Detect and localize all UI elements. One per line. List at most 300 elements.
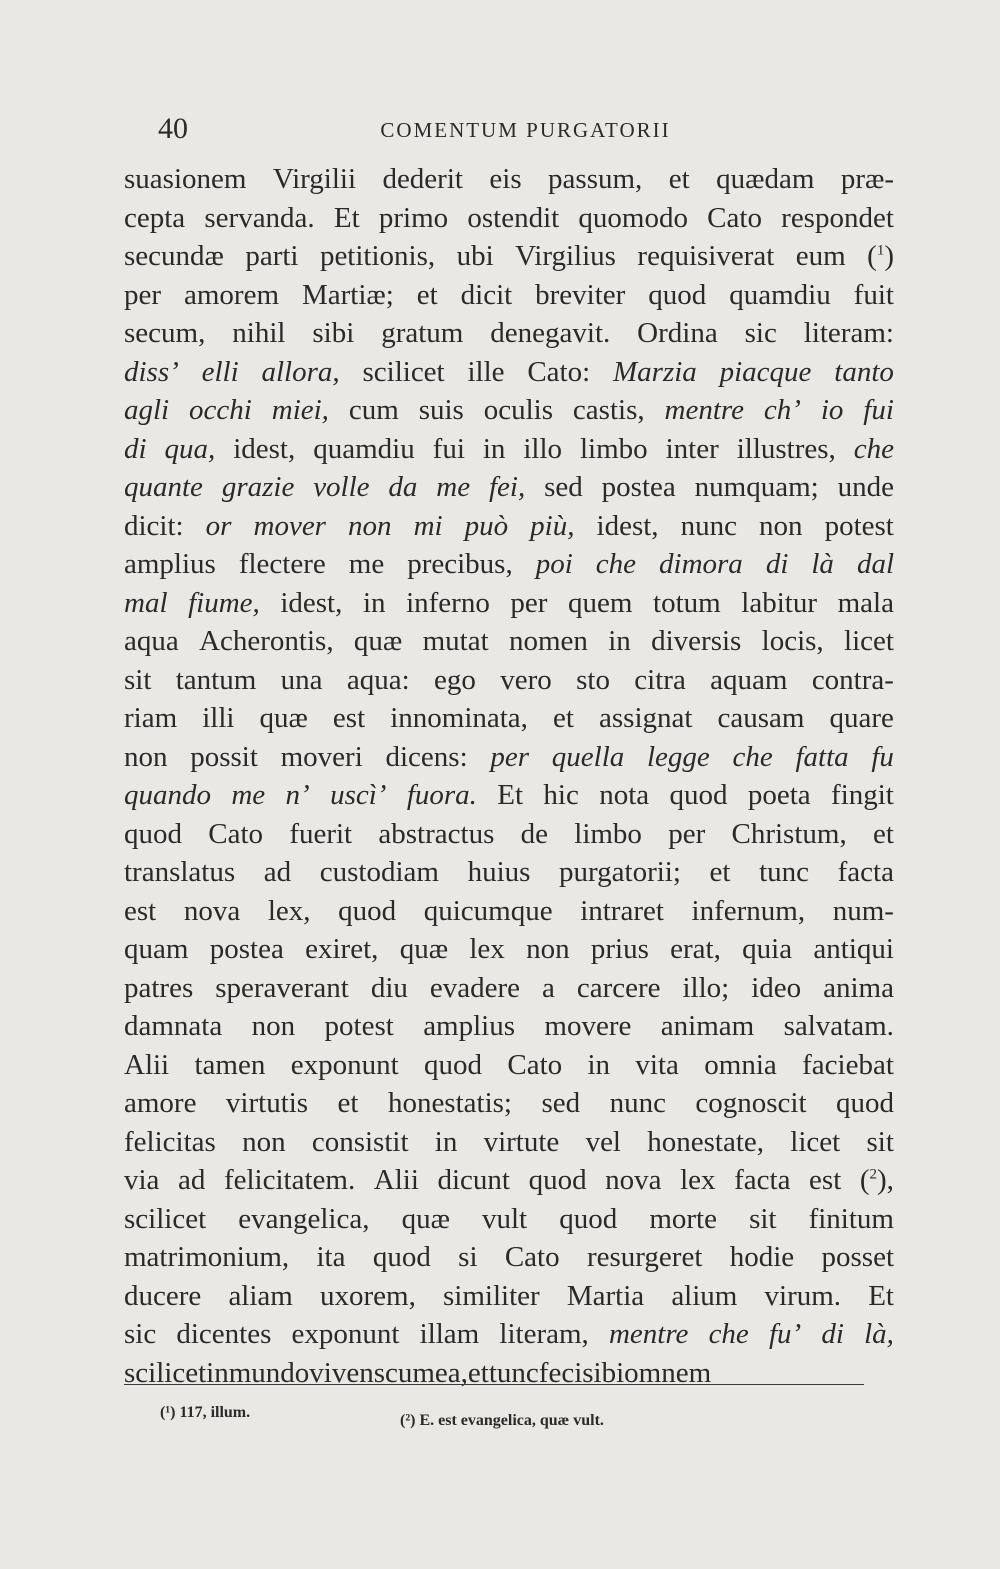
word: movere xyxy=(544,1010,632,1042)
word: aquam xyxy=(710,663,788,696)
word: moveri xyxy=(280,740,363,773)
word: ($^1$) xyxy=(867,240,894,272)
text-line xyxy=(124,1123,894,1162)
word: lex xyxy=(469,933,505,965)
word: non xyxy=(242,1125,286,1158)
word: et xyxy=(467,1356,489,1389)
text-line xyxy=(124,1007,894,1046)
word: cum xyxy=(384,1356,435,1389)
word: nova xyxy=(183,894,241,927)
word: scilicet xyxy=(362,355,445,388)
italic-word: me xyxy=(231,779,266,811)
word: sit xyxy=(866,1125,894,1158)
word: dicunt xyxy=(437,1164,510,1196)
word: tunc xyxy=(759,856,809,888)
word: intraret xyxy=(580,894,664,927)
word: si xyxy=(458,1241,478,1273)
word: hodie xyxy=(729,1241,795,1273)
word: ea, xyxy=(434,1356,468,1389)
italic-word: fui xyxy=(863,394,894,426)
word: facta xyxy=(837,856,894,888)
word: castis, xyxy=(572,394,645,426)
word: secum, xyxy=(124,317,206,349)
word: Et xyxy=(868,1279,894,1312)
word: in xyxy=(482,432,506,465)
word: quod xyxy=(669,779,728,811)
word: virtutis xyxy=(225,1087,309,1119)
word: non xyxy=(251,1010,296,1042)
word: hic xyxy=(543,779,579,811)
word: posset xyxy=(821,1241,894,1273)
word: amplius xyxy=(124,548,216,580)
word: evadere xyxy=(429,971,521,1004)
word: damnata xyxy=(124,1010,223,1042)
italic-word: che xyxy=(708,1318,749,1350)
word: cum xyxy=(348,394,399,426)
word: illi xyxy=(202,702,235,734)
word: sit xyxy=(749,1202,777,1235)
word: quam xyxy=(124,933,189,965)
word: in xyxy=(206,1356,229,1389)
word: ducere xyxy=(124,1279,202,1312)
text-line xyxy=(124,545,894,584)
word: vult xyxy=(482,1202,528,1235)
italic-word: che xyxy=(853,432,894,465)
word: limbo xyxy=(579,432,648,465)
word: non xyxy=(526,933,570,965)
running-title: COMENTUM PURGATORII xyxy=(380,118,671,142)
word: potest xyxy=(824,509,894,542)
word: fuerit xyxy=(289,817,353,850)
word: sed xyxy=(544,471,583,503)
word: citra xyxy=(634,663,686,696)
italic-word: dal xyxy=(856,548,894,580)
word: requisiverat xyxy=(637,240,775,272)
word: per xyxy=(668,817,706,850)
word: assignat xyxy=(599,702,693,734)
word: nomen xyxy=(508,625,588,657)
word: in xyxy=(434,1125,458,1158)
word: ille xyxy=(467,355,505,388)
word: sto xyxy=(576,663,610,696)
running-head xyxy=(158,112,893,152)
word: est xyxy=(809,1164,842,1196)
word: innominata, xyxy=(390,702,528,734)
text-line xyxy=(124,1161,894,1200)
text-line xyxy=(124,199,894,238)
word: non xyxy=(759,509,803,542)
word: amplius xyxy=(423,1010,516,1042)
italic-word: qua, xyxy=(164,432,216,465)
text-line xyxy=(124,853,894,892)
word: felicitas xyxy=(124,1125,216,1158)
word: quod xyxy=(648,278,707,311)
italic-word: mentre xyxy=(608,1318,689,1350)
text-line xyxy=(124,1046,894,1085)
italic-word: là, xyxy=(864,1318,894,1350)
italic-word: di xyxy=(765,548,789,580)
word: ad xyxy=(178,1164,206,1196)
italic-word: può xyxy=(464,509,509,542)
word: mundo xyxy=(228,1356,310,1389)
italic-word: agli xyxy=(124,394,170,426)
italic-word: non xyxy=(348,509,392,542)
italic-word: occhi xyxy=(189,394,252,426)
word: omnia xyxy=(704,1048,777,1081)
word: in xyxy=(362,586,386,619)
word: illo xyxy=(523,432,563,465)
word: tunc xyxy=(488,1356,539,1389)
word: quicumque xyxy=(423,894,553,927)
word: inferno xyxy=(406,586,490,619)
word: dicens: xyxy=(385,740,468,773)
text-line xyxy=(124,430,894,469)
word: num- xyxy=(832,894,894,927)
italic-word: elli xyxy=(201,355,239,388)
word: illam xyxy=(419,1318,480,1350)
footnotes xyxy=(160,1404,780,1434)
word: breviter xyxy=(535,278,626,311)
word: petitionis, xyxy=(319,240,436,272)
word: ad xyxy=(263,856,292,888)
text-line xyxy=(124,468,894,507)
word: et xyxy=(416,278,438,311)
word: unde xyxy=(837,471,894,503)
word: possit xyxy=(190,740,258,773)
word: matrimonium, xyxy=(124,1241,290,1273)
word: quod xyxy=(528,1164,587,1196)
italic-word: Marzia xyxy=(613,355,697,388)
word: fui xyxy=(432,432,465,465)
word: illo; xyxy=(682,971,730,1004)
text-line xyxy=(124,661,894,700)
italic-word: grazie xyxy=(221,471,295,503)
text-line xyxy=(124,353,894,392)
word: Virgilii xyxy=(272,163,356,195)
word: quare xyxy=(829,702,894,734)
word: dicit xyxy=(460,278,513,311)
word: nova xyxy=(605,1164,662,1196)
italic-word: diss’ xyxy=(124,355,179,388)
text-line xyxy=(124,160,894,199)
italic-word: me xyxy=(436,471,471,503)
italic-word: là xyxy=(811,548,834,580)
word: Cato: xyxy=(527,355,591,388)
text-line xyxy=(124,1084,894,1123)
word: consistit xyxy=(311,1125,409,1158)
word: locis, xyxy=(761,625,824,657)
text-line xyxy=(124,1354,894,1393)
footnote-2: (²) E. est evangelica, quæ vult. xyxy=(400,1412,604,1429)
word: literam: xyxy=(803,317,894,349)
text-line xyxy=(124,391,894,430)
text-line xyxy=(124,1200,894,1239)
italic-word: mi xyxy=(413,509,443,542)
italic-word: allora, xyxy=(261,355,340,388)
word: Acherontis, xyxy=(199,625,334,657)
text-line xyxy=(124,738,894,777)
word: vel xyxy=(585,1125,621,1158)
italic-word: che xyxy=(732,740,773,773)
word: mutat xyxy=(422,625,489,657)
text-line xyxy=(124,622,894,661)
word: salvatam. xyxy=(783,1010,894,1042)
word: alium xyxy=(671,1279,738,1312)
word: Cato xyxy=(504,1241,560,1273)
word: quæ xyxy=(353,625,403,657)
italic-word: dimora xyxy=(659,548,743,580)
word: abstractus xyxy=(378,817,495,850)
word: lex xyxy=(680,1164,716,1196)
word: erat, xyxy=(670,933,721,965)
word: quod xyxy=(124,817,182,850)
word: purgatorii; xyxy=(559,856,681,888)
word: speraverant xyxy=(215,971,349,1004)
word: animam xyxy=(660,1010,755,1042)
italic-word: mover xyxy=(253,509,326,542)
text-line xyxy=(124,507,894,546)
word: quamdiu xyxy=(729,278,831,311)
word: aqua xyxy=(124,625,179,657)
word: idest, xyxy=(233,432,296,465)
word: honestatis; xyxy=(387,1087,512,1119)
italic-word: fu xyxy=(871,740,894,773)
text-line xyxy=(124,584,894,623)
word: et xyxy=(872,817,894,850)
word: idest, xyxy=(596,509,659,542)
word: dicit: xyxy=(124,509,184,542)
word: postea xyxy=(209,933,284,965)
word: amorem xyxy=(183,278,279,311)
word: nota xyxy=(599,779,650,811)
word: quod xyxy=(559,1202,618,1235)
word: sibi xyxy=(312,317,355,349)
text-line xyxy=(124,1315,894,1354)
word: est xyxy=(124,894,157,927)
italic-word: piacque xyxy=(719,355,812,388)
italic-word: mal xyxy=(124,586,168,619)
word: secundæ xyxy=(124,240,224,272)
word: evangelica, xyxy=(238,1202,370,1235)
italic-word: quante xyxy=(124,471,203,503)
italic-word: fatta xyxy=(795,740,849,773)
word: sed xyxy=(541,1087,581,1119)
word: ubi xyxy=(456,240,494,272)
word: facta xyxy=(734,1164,791,1196)
word: virum. xyxy=(764,1279,842,1312)
word: servanda. xyxy=(204,201,315,234)
word: omnem xyxy=(624,1356,712,1389)
italic-word: fiume, xyxy=(188,586,260,619)
italic-word: uscì’ xyxy=(330,779,387,811)
italic-word: legge xyxy=(646,740,710,773)
word: Et xyxy=(497,779,524,811)
word: precibus, xyxy=(407,548,513,580)
word: cepta xyxy=(124,201,186,234)
italic-word: n’ xyxy=(285,779,310,811)
word: quæ xyxy=(399,933,449,965)
footnote-ref: 1 xyxy=(876,242,885,259)
italic-word: quando xyxy=(124,779,211,811)
body-text xyxy=(124,160,894,1392)
word: quæ xyxy=(259,702,308,734)
text-line xyxy=(124,237,894,276)
word: aqua: xyxy=(346,663,410,696)
text-line xyxy=(124,276,894,315)
word: huius xyxy=(467,856,531,888)
word: feci xyxy=(538,1356,583,1389)
word: labitur xyxy=(741,586,817,619)
word: exponunt xyxy=(290,1048,399,1081)
italic-word: io xyxy=(820,394,844,426)
word: ita xyxy=(316,1241,346,1273)
italic-word: fei, xyxy=(489,471,526,503)
word: morte xyxy=(649,1202,717,1235)
word: custodiam xyxy=(319,856,439,888)
word: præ- xyxy=(840,163,894,195)
word: patres xyxy=(124,971,194,1004)
text-line xyxy=(124,892,894,931)
word: fingit xyxy=(831,779,894,811)
italic-word: poi xyxy=(535,548,573,580)
word: oculis xyxy=(483,394,554,426)
word: sic xyxy=(124,1318,157,1350)
word: limbo xyxy=(574,817,642,850)
word: idest, xyxy=(280,586,343,619)
word: quod xyxy=(338,894,397,927)
word: cognoscit xyxy=(695,1087,807,1119)
word: passum, xyxy=(548,163,643,195)
word: ideo xyxy=(751,971,802,1004)
italic-word: da xyxy=(388,471,418,503)
word: flectere xyxy=(238,548,326,580)
word: riam xyxy=(124,702,178,734)
word: quia xyxy=(742,933,793,965)
word: denegavit. xyxy=(490,317,611,349)
word: et xyxy=(668,163,690,195)
word: prius xyxy=(590,933,649,965)
word: antiqui xyxy=(813,933,894,965)
word: resurgeret xyxy=(586,1241,703,1273)
word: in xyxy=(608,625,631,657)
word: finitum xyxy=(808,1202,894,1235)
word: nunc xyxy=(609,1087,666,1119)
word: licet xyxy=(790,1125,841,1158)
italic-word: di xyxy=(821,1318,844,1350)
word: vero xyxy=(500,663,552,696)
word: potest xyxy=(324,1010,394,1042)
italic-word: per xyxy=(490,740,530,773)
word: una xyxy=(280,663,323,696)
word: mala xyxy=(837,586,894,619)
word: faciebat xyxy=(802,1048,894,1081)
italic-word: mentre xyxy=(664,394,744,426)
word: vita xyxy=(635,1048,679,1081)
word: tamen xyxy=(194,1048,266,1081)
word: quamdiu xyxy=(313,432,415,465)
word: numquam; xyxy=(694,471,819,503)
word: Christum, xyxy=(731,817,847,850)
word: Virgilius xyxy=(515,240,616,272)
word: quem xyxy=(568,586,633,619)
footnote-ref: 2 xyxy=(869,1166,878,1183)
word: Cato xyxy=(208,817,264,850)
italic-word: ch’ xyxy=(763,394,801,426)
italic-word: quella xyxy=(551,740,625,773)
word: Cato xyxy=(707,201,762,234)
word: poeta xyxy=(747,779,811,811)
text-line xyxy=(124,815,894,854)
text-line xyxy=(124,776,894,815)
word: scilicet xyxy=(124,1356,207,1389)
word: suasionem xyxy=(124,163,247,195)
word: aliam xyxy=(228,1279,293,1312)
italic-word: miei, xyxy=(271,394,329,426)
word: Martiæ; xyxy=(301,278,394,311)
word: per xyxy=(510,586,548,619)
word: diversis xyxy=(651,625,742,657)
word: Alii xyxy=(124,1048,170,1081)
italic-word: più, xyxy=(530,509,575,542)
word: postea xyxy=(601,471,676,503)
word: felicitatem. xyxy=(223,1164,356,1196)
word: inter xyxy=(665,432,719,465)
italic-word: volle xyxy=(313,471,370,503)
italic-word: fu’ xyxy=(768,1318,802,1350)
text-line xyxy=(124,930,894,969)
word: tantum xyxy=(175,663,257,696)
word: translatus xyxy=(124,856,236,888)
word: me xyxy=(348,548,385,580)
word: exponunt xyxy=(291,1318,400,1350)
footnote-1: (¹) 117, illum. xyxy=(160,1404,251,1421)
word: anima xyxy=(823,971,894,1004)
word: fuit xyxy=(853,278,894,311)
text-line xyxy=(124,1277,894,1316)
word: quod xyxy=(424,1048,482,1081)
word: sit xyxy=(124,663,152,696)
word: eum xyxy=(795,240,846,272)
word: exiret, xyxy=(305,933,379,965)
word: et xyxy=(553,702,574,734)
word: totum xyxy=(653,586,721,619)
word: illustres, xyxy=(736,432,836,465)
word: causam xyxy=(717,702,805,734)
word: uxorem, xyxy=(320,1279,416,1312)
text-line xyxy=(124,1238,894,1277)
word: suis xyxy=(418,394,464,426)
word: honestate, xyxy=(647,1125,765,1158)
word: gratum xyxy=(381,317,464,349)
italic-word: che xyxy=(595,548,637,580)
word: nunc xyxy=(680,509,737,542)
italic-word: di xyxy=(124,432,147,465)
word: est xyxy=(332,702,366,734)
word: quomodo xyxy=(578,201,688,234)
word: quæ xyxy=(401,1202,450,1235)
word: Alii xyxy=(373,1164,419,1196)
word: ostendit xyxy=(467,201,560,234)
word: dederit xyxy=(382,163,463,195)
word: Cato xyxy=(507,1048,563,1081)
word: infernum, xyxy=(691,894,806,927)
word: quædam xyxy=(716,163,815,195)
word: Martia xyxy=(566,1279,645,1312)
word: virtute xyxy=(483,1125,560,1158)
word: parti xyxy=(245,240,299,272)
word: diu xyxy=(370,971,408,1004)
word: respondet xyxy=(781,201,894,234)
